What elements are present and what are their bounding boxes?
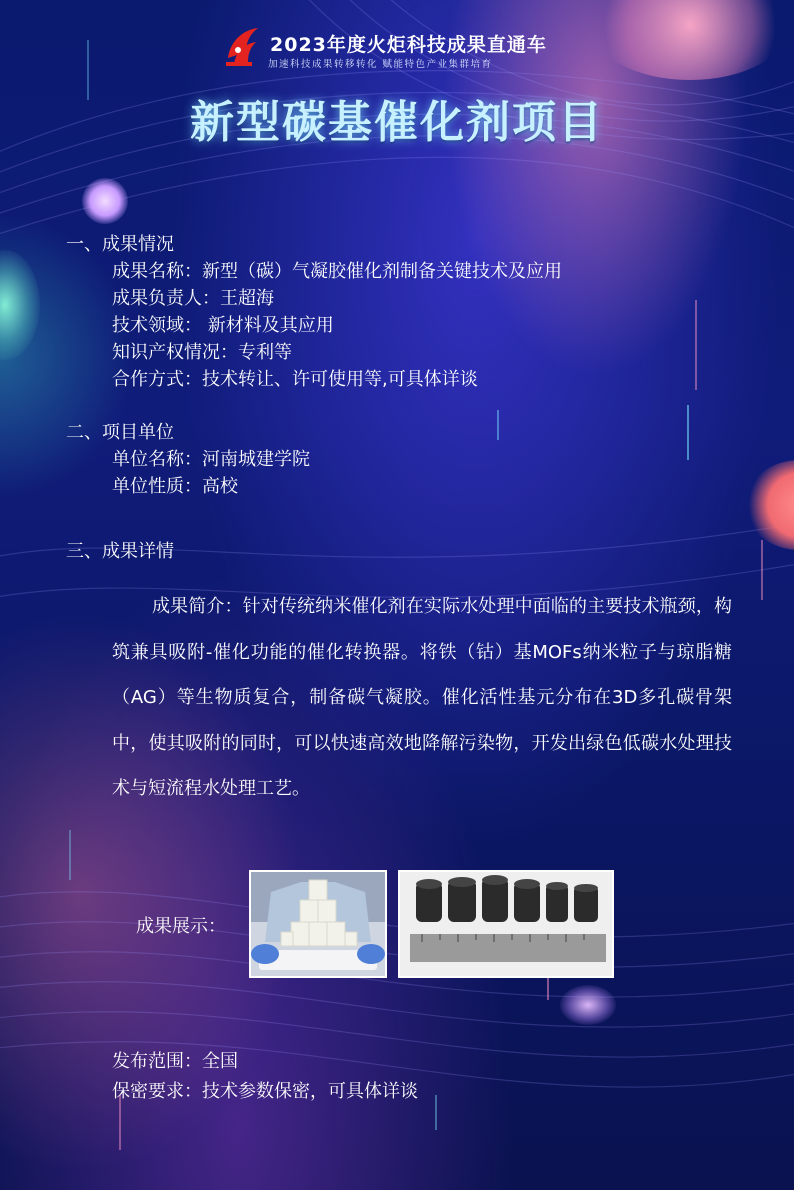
lilac-light-orb [560,985,616,1025]
section-achievement-info [66,231,562,393]
header-slogan: 加速科技成果转移转化 赋能特色产业集群培育 [268,59,493,70]
header-banner [0,24,794,72]
info-row-achievement-name: 成果名称：新型（碳）气凝胶催化剂制备关键技术及应用 [112,261,562,282]
section-heading: 一、成果情况 [66,234,174,255]
info-row-ip: 知识产权情况：专利等 [112,342,292,363]
photo-carbon-aerogel-ruler [398,870,614,978]
torch-logo-icon [222,24,264,68]
section-achievement-details [66,538,174,565]
page-title: 新型碳基催化剂项目 [190,97,604,148]
showcase-label: 成果展示： [136,916,226,937]
achievement-intro-paragraph: 成果简介：针对传统纳米催化剂在实际水处理中面临的主要技术瓶颈，构筑兼具吸附-催化功能的催化转换器。将铁（钴）基MOFs纳米粒子与琼脂糖（AG）等生物质复合，制备碳气凝胶。催化活性基元分布在3D多孔碳骨架中，使其吸附的同时，可以快速高效地降解污染物，开发出绿色低碳水处理技术与短流程水处理工艺。 [112,596,732,799]
teal-light-orb [0,250,40,360]
footer-info [112,1047,418,1107]
red-light-orb [745,460,794,550]
secrecy-requirement: 保密要求：技术参数保密，可具体详谈 [112,1081,418,1102]
section-heading: 三、成果详情 [66,541,174,562]
section-heading: 二、项目单位 [66,422,174,443]
section-project-unit [66,419,310,500]
photo-aerogel-blocks [249,870,387,978]
release-scope: 发布范围：全国 [112,1051,238,1072]
header-event-title: 2023年度火炬科技成果直通车 [270,34,547,56]
info-row-unit-type: 单位性质：高校 [112,476,238,497]
info-row-owner: 成果负责人：王超海 [112,288,274,309]
info-row-field: 技术领域： 新材料及其应用 [112,315,334,336]
info-row-unit-name: 单位名称：河南城建学院 [112,449,310,470]
info-row-cooperation: 合作方式：技术转让、许可使用等,可具体详谈 [112,369,478,390]
violet-light-orb [82,178,128,224]
